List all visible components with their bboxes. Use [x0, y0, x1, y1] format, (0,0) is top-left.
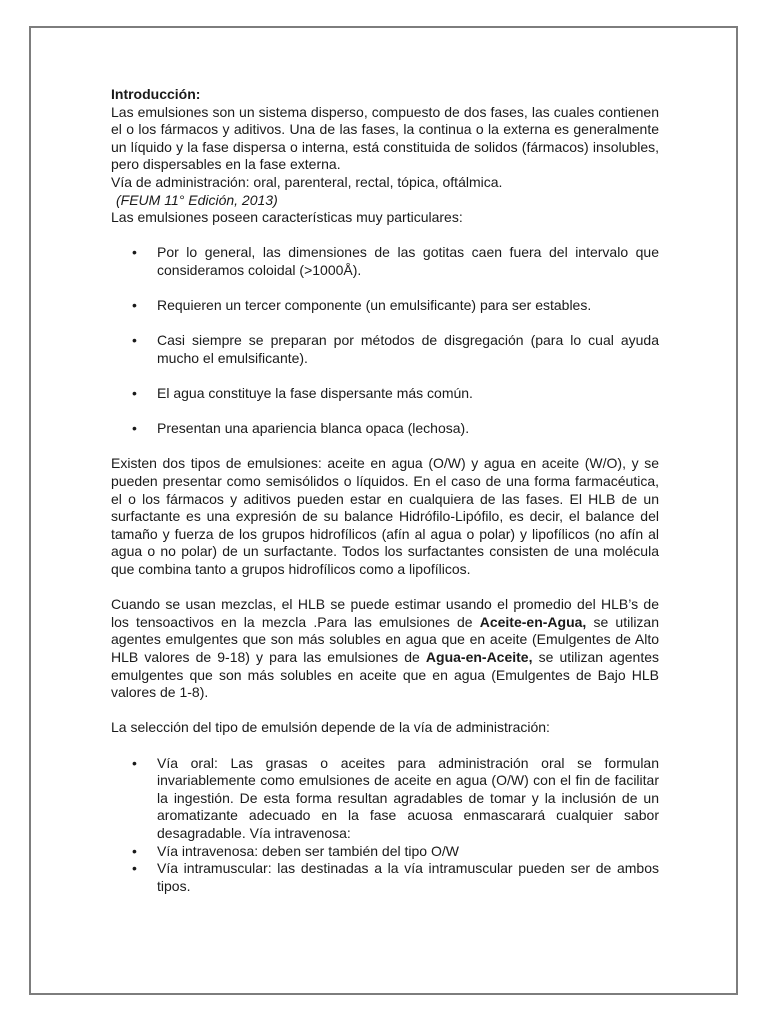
list-item: • El agua constituye la fase dispersante más común.: [111, 385, 659, 403]
administration-routes-line: Vía de administración: oral, parenteral, rectal, tópica, oftálmica.: [111, 173, 503, 190]
list-item: • Casi siempre se preparan por métodos de disgregación (para lo cual ayuda mucho el emulsificante).: [111, 332, 659, 367]
section-title: Introducción:: [111, 86, 201, 102]
hlb-paragraph: [111, 596, 659, 702]
list-item: • Vía intravenosa: deben ser también del tipo O/W: [111, 843, 659, 861]
selection-intro: La selección del tipo de emulsión depende de la vía de administración:: [111, 719, 550, 736]
document-page: [29, 26, 738, 995]
list-item: • Presentan una apariencia blanca opaca (lechosa).: [111, 420, 659, 438]
characteristics-list: [111, 244, 659, 438]
hlb-bold-oil-in-water: Aceite-en-Agua,: [479, 613, 587, 630]
document-body: [111, 86, 659, 895]
citation: (FEUM 11° Edición, 2013): [116, 191, 278, 208]
list-item: • Vía oral: Las grasas o aceites para administración oral se formulan invariablemente como emulsiones de aceite en agua (O/W) con el fin de facilitar la ingestión. De esta forma resultan agradables de tomar y la inclusión de un aromatizante adecuado en la fase acuosa enmascarará cualquier sabor desagradable. Vía intravenosa:: [111, 755, 659, 843]
hlb-text-1: Cuando se usan mezclas, el HLB se puede estimar usando el promedio del HLB’s de los tensoactivos en la mezcla .Para las emulsiones de: [111, 596, 659, 630]
hlb-bold-water-in-oil: Agua-en-Aceite,: [425, 649, 533, 665]
list-item: • Por lo general, las dimensiones de las gotitas caen fuera del intervalo que consideramos coloidal (>1000Å).: [111, 244, 659, 279]
emulsion-types-paragraph: Existen dos tipos de emulsiones: aceite en agua (O/W) y agua en aceite (W/O), y se pueden presentar como semisólidos o líquidos. En el caso de una forma farmacéutica, el o los fármacos y aditivos pueden estar en cualquiera de las fases. El HLB de un surfactante es una expresión de su balance Hidrófilo-Lipófilo, es decir, el balance del tamaño y fuerza de los grupos hidrofílicos (afín al agua o polar) y lipofílicos (no afín al agua o no polar) de un surfactante. Todos los surfactantes consisten de una molécula que combina tanto a grupos hidrofílicos como a lipofílicos.: [111, 455, 659, 578]
list-item: • Vía intramuscular: las destinadas a la vía intramuscular pueden ser de ambos tipos.: [111, 860, 659, 895]
hlb-text-2: se utilizan agentes emulgentes que son más solubles en agua que en aceite (Emulgentes de Alto HLB valores de 9-18) y para las emulsiones de: [111, 613, 659, 665]
routes-list: [111, 755, 659, 896]
hlb-text-3: se utilizan agentes emulgentes que son más solubles en aceite que en agua (Emulgentes de Bajo HLB valores de 1-8).: [111, 649, 659, 701]
intro-paragraph: Las emulsiones son un sistema disperso, compuesto de dos fases, las cuales contienen el o los fármacos y aditivos. Una de las fases, la continua o la externa es generalmente un líquido y la fase dispersa o interna, está constituida de solidos (fármacos) insolubles, pero dispersables en la fase externa.: [111, 103, 659, 173]
characteristics-intro: Las emulsiones poseen características muy particulares:: [111, 209, 463, 226]
list-item: • Requieren un tercer componente (un emulsificante) para ser estables.: [111, 297, 659, 315]
